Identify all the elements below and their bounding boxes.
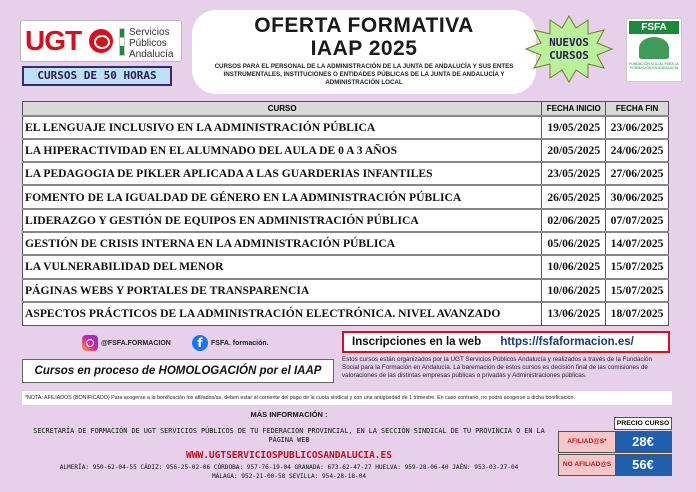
price-header: PRECIO CURSO	[614, 417, 672, 430]
course-end-date: 15/07/2025	[606, 255, 669, 278]
nonmember-label: NO AFILIAD@S	[559, 455, 615, 475]
course-start-date: 26/05/2025	[542, 185, 606, 208]
website-link[interactable]: WWW.UGTSERVICIOSPUBLICOSANDALUCIA.ES	[186, 450, 392, 461]
member-label: AFILIAD@S*	[559, 432, 615, 452]
price-row-member	[558, 431, 672, 453]
course-name: LA PEDAGOGIA DE PIKLER APLICADA A LAS GUARDERIAS INFANTILES	[23, 162, 542, 185]
table-row	[23, 162, 669, 185]
ugt-emblem-icon	[89, 29, 113, 53]
ugt-logo-subtitle: Servicios Públicos Andalucía	[129, 27, 174, 60]
page-title: OFERTA FORMATIVA	[254, 14, 474, 37]
course-start-date: 13/06/2025	[542, 302, 606, 325]
table-header-row	[23, 102, 669, 116]
inscriptions-box	[342, 331, 670, 353]
courses-table	[22, 101, 669, 326]
membership-footnote: *NOTA: AFILIADOS (BONIFICADO) Para acogerse a la bonificación los afiliados/as, deben estar al corriente del pago de la cuota sindical y con una antigüedad de 1 trimestre. En caso contrario, no podrá acogerse a dicha bonificación.	[22, 391, 672, 405]
page-title-year: IAAP 2025	[310, 37, 418, 60]
page-subtitle: CURSOS PARA EL PERSONAL DE LA ADMINISTRACIÓN DE LA JUNTA DE ANDALUCÍA Y SUS ENTES INSTRUMENTALES, INSTITUCIONES O ENTIDADES PÚBLICAS DE LA JUNTA DE ANDALUCÍA Y ADMINISTRACIÓN LOCAL	[214, 63, 514, 86]
course-name: LA VULNERABILIDAD DEL MENOR	[23, 255, 542, 278]
fsfa-logo: FSFA FUNDACIÓN SOCIAL PARA LA FORMACIÓN EN ANDALUCÍA	[626, 18, 682, 82]
ugt-logo	[20, 20, 182, 62]
header	[0, 0, 696, 96]
course-end-date: 24/06/2025	[606, 139, 669, 162]
more-info-title: MÁS INFORMACIÓN :	[250, 410, 328, 419]
course-name: GESTIÓN DE CRISIS INTERNA EN LA ADMINISTRACIÓN PÚBLICA	[23, 232, 542, 255]
course-end-date: 15/07/2025	[606, 279, 669, 302]
course-start-date: 02/06/2025	[542, 209, 606, 232]
course-name: PÁGINAS WEBS Y PORTALES DE TRANSPARENCIA	[23, 279, 542, 302]
fsfa-emblem-icon	[639, 37, 669, 59]
course-end-date: 27/06/2025	[606, 162, 669, 185]
organization-note: Estos cursos están organizados por la UGT Servicios Públicos Andalucía y realizados a través de la Fundación Social para la Formación en Andalucía. La baremación de estos cursos es decisión final de las comisiones de valoraciones de las distintas empresas públicas o privadas y Administraciones públicas.	[342, 356, 652, 379]
inscriptions-label: Inscripciones en la web	[352, 336, 482, 348]
table-row	[23, 139, 669, 162]
column-header-start: FECHA INICIO	[542, 102, 606, 116]
facebook-icon: f	[192, 335, 208, 351]
column-header-course: CURSO	[23, 102, 542, 116]
course-start-date: 23/05/2025	[542, 162, 606, 185]
more-info-section	[22, 409, 556, 485]
course-start-date: 20/05/2025	[542, 139, 606, 162]
table-row	[23, 209, 669, 232]
price-row-nonmember	[558, 454, 672, 476]
phone-list: ALMERÍA: 950-62-04-55 CÁDIZ: 956-25-02-06 CÓRDOBA: 957-76-19-04 GRANADA: 673-62-47-27 HUELVA: 959-28-06-40 JAÉN: 953-03-27-04 MÁLAGA: 952-21-00-58 SEVILLA: 954-28-18-04	[59, 464, 519, 480]
course-name: ASPECTOS PRÁCTICOS DE LA ADMINISTRACIÓN ELECTRÓNICA. NIVEL AVANZADO	[23, 302, 542, 325]
new-courses-badge: NUEVOS CURSOS	[549, 36, 589, 62]
more-info-body: SECRETARÍA DE FORMACIÓN DE UGT SERVICIOS PÚBLICOS DE TU FEDERACION PROVINCIAL, EN LA SECCIÓN SINDICAL DE TU PROVINCIA O EN LA PÁGINA WEB	[33, 427, 545, 444]
course-end-date: 30/06/2025	[606, 185, 669, 208]
table-row	[23, 232, 669, 255]
instagram-handle[interactable]: @FSFA.FORMACION	[82, 335, 171, 353]
ugt-logo-text: UGT	[25, 25, 82, 56]
course-start-date: 10/06/2025	[542, 279, 606, 302]
course-name: EL LENGUAJE INCLUSIVO EN LA ADMINISTRACIÓN PÚBLICA	[23, 116, 542, 139]
andalucia-flag-icon	[119, 28, 125, 56]
nonmember-price: 56€	[615, 455, 671, 475]
facebook-handle[interactable]: f FSFA. formación.	[192, 335, 269, 353]
title-banner	[192, 10, 536, 94]
instagram-icon	[82, 335, 98, 351]
homologation-banner: Cursos en proceso de HOMOLOGACIÓN por el IAAP	[22, 359, 334, 383]
inscriptions-link[interactable]: https://fsfaformacion.es/	[500, 336, 634, 348]
column-header-end: FECHA FIN	[606, 102, 669, 116]
course-start-date: 05/06/2025	[542, 232, 606, 255]
course-name: LA HIPERACTIVIDAD EN EL ALUMNADO DEL AULA DE 0 A 3 AÑOS	[23, 139, 542, 162]
table-row	[23, 279, 669, 302]
table-row	[23, 255, 669, 278]
course-end-date: 07/07/2025	[606, 209, 669, 232]
table-row	[23, 302, 669, 325]
course-start-date: 10/06/2025	[542, 255, 606, 278]
table-row	[23, 185, 669, 208]
course-name: LIDERAZGO Y GESTIÓN DE EQUIPOS EN ADMINISTRACIÓN PÚBLICA	[23, 209, 542, 232]
course-end-date: 14/07/2025	[606, 232, 669, 255]
course-end-date: 18/07/2025	[606, 302, 669, 325]
course-hours-badge: CURSOS DE 50 HORAS	[22, 66, 172, 86]
course-name: FOMENTO DE LA IGUALDAD DE GÉNERO EN LA ADMINISTRACIÓN PÚBLICA	[23, 185, 542, 208]
course-start-date: 19/05/2025	[542, 116, 606, 139]
member-price: 28€	[615, 432, 671, 452]
course-end-date: 23/06/2025	[606, 116, 669, 139]
table-row	[23, 116, 669, 139]
